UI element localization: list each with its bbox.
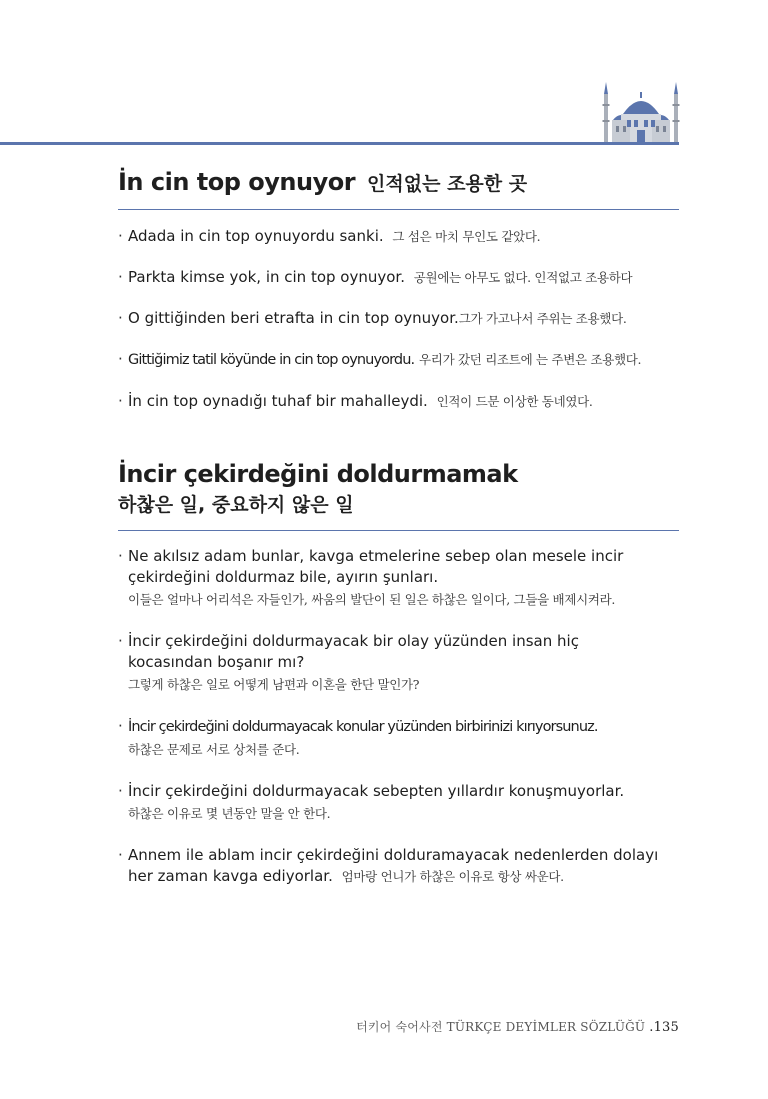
example-turkish: Ne akılsız adam bunlar, kavga etmelerine sebep olan mesele incir (128, 547, 624, 565)
book-title: 터키어 숙어사전 TÜRKÇE DEYİMLER SÖZLÜĞÜ (356, 1020, 646, 1034)
example-turkish-cont: çekirdeğini doldurmaz bile, ayırın şunları. (128, 568, 439, 586)
idiom-title: İncir çekirdeğini doldurmamak (118, 460, 518, 488)
example-item (118, 716, 679, 760)
example-turkish: Adada in cin top oynuyordu sanki. (128, 227, 384, 245)
example-korean: 하찮은 이유로 몇 년동안 말을 안 한다. (128, 806, 331, 821)
example-turkish: İncir çekirdeğini doldurmayacak konular yüzünden birbirinizi kırıyorsunuz. (128, 719, 598, 735)
idiom-section-incir (118, 460, 679, 908)
example-item (118, 781, 679, 824)
example-item (118, 631, 679, 695)
example-korean: 그 섬은 마치 무인도 같았다. (392, 229, 541, 244)
example-turkish-cont: kocasından boşanır mı? (128, 653, 305, 671)
example-item (118, 267, 679, 288)
example-korean: 공원에는 아무도 없다. 인적없고 조용하다 (413, 270, 633, 285)
page-number: .135 (649, 1020, 679, 1035)
example-item (118, 546, 679, 610)
example-korean: 이들은 얼마나 어리석은 자들인가, 싸움의 발단이 된 일은 하찮은 일이다, 그들을 배제시켜라. (128, 592, 616, 607)
example-turkish: O gittiğinden beri etrafta in cin top oynuyor. (128, 309, 459, 327)
example-korean: 그가 가고나서 주위는 조용했다. (458, 311, 627, 326)
example-list (118, 546, 679, 887)
header-rule (0, 142, 679, 145)
example-korean: 인적이 드문 이상한 동네였다. (436, 394, 593, 409)
section-divider (118, 530, 679, 531)
example-korean: 그렇게 하찮은 일로 어떻게 남편과 이혼을 한단 말인가? (128, 677, 420, 692)
idiom-title: İn cin top oynuyor (118, 168, 356, 196)
section-divider (118, 209, 679, 210)
idiom-section-in-cin (118, 168, 679, 432)
example-item (118, 349, 679, 371)
example-korean: 우리가 갔던 리조트에 는 주변은 조용했다. (419, 352, 642, 367)
example-item (118, 308, 679, 329)
example-korean: 하찮은 문제로 서로 상처를 준다. (128, 742, 300, 757)
page-footer (356, 1018, 679, 1035)
example-turkish: Parkta kimse yok, in cin top oynuyor. (128, 268, 405, 286)
example-item (118, 391, 679, 412)
example-list (118, 226, 679, 412)
idiom-heading (118, 168, 679, 196)
example-turkish: İncir çekirdeğini doldurmayacak sebepten yıllardır konuşmuyorlar. (128, 782, 625, 800)
idiom-heading (118, 460, 679, 517)
example-korean: 엄마랑 언니가 하찮은 이유로 항상 싸운다. (341, 869, 564, 884)
example-turkish-cont: her zaman kavga ediyorlar. (128, 867, 333, 885)
mosque-icon (601, 80, 681, 144)
idiom-meaning: 인적없는 조용한 곳 (367, 173, 528, 195)
idiom-meaning: 하찮은 일, 중요하지 않은 일 (118, 494, 354, 516)
example-turkish: Annem ile ablam incir çekirdeğini dolduramayacak nedenlerden dolayı (128, 846, 659, 864)
example-item (118, 845, 679, 887)
example-turkish: İncir çekirdeğini doldurmayacak bir olay yüzünden insan hiç (128, 632, 579, 650)
example-item (118, 226, 679, 247)
example-turkish: İn cin top oynadığı tuhaf bir mahalleydi. (128, 392, 428, 410)
example-turkish: Gittiğimiz tatil köyünde in cin top oynuyordu. (128, 352, 415, 368)
